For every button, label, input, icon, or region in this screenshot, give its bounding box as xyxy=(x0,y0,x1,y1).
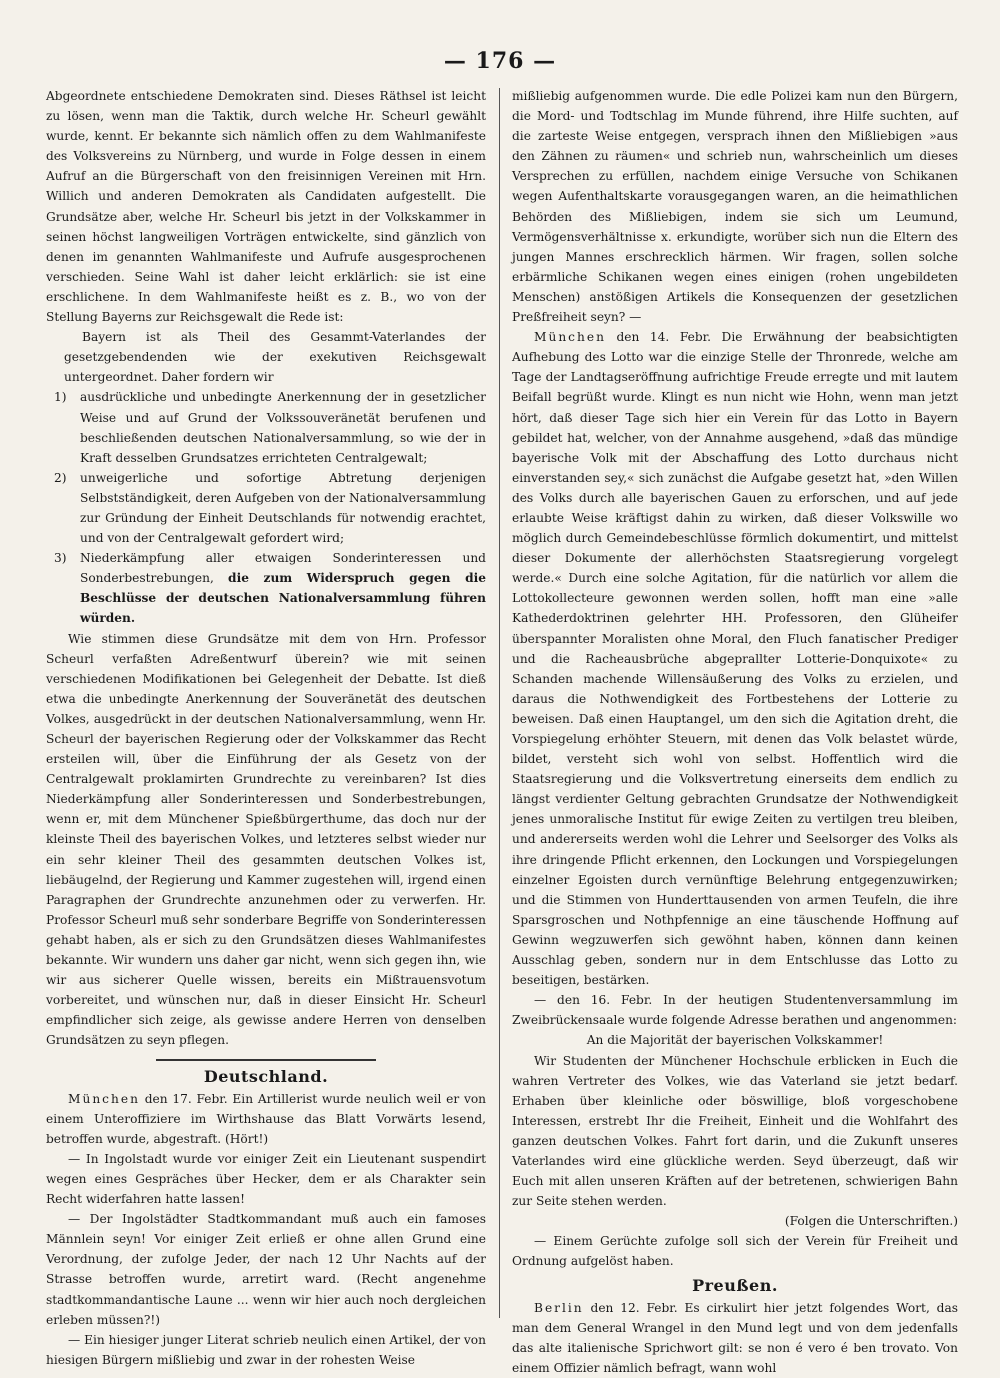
list-item-3 xyxy=(46,548,486,628)
left-paragraph-5: — Der Ingolstädter Stadtkommandant muß auch ein famoses Männlein seyn! Vor einiger Zeit erließ er ohne allen Grund eine Verordnung, der zufolge Jeder, der nach 12 Uhr Nachts auf der Strasse betroffen wurde, arretirt ward. (Recht angenehme stadtkommandantische Laune ... wenn wir hier auch noch dergleichen erleben müssen?!) xyxy=(46,1212,486,1327)
right-paragraph-6-text: den 12. Febr. Es cirkulirt hier jetzt folgendes Wort, das man dem General Wrangel in den Mund legt und von dem jedenfalls das alte italienische Sprichwort gilt: se non é vero é ben trovato. Von einem Offizier nämlich befragt, wann wohl xyxy=(512,1300,959,1375)
signatures-note: (Folgen die Unterschriften.) xyxy=(784,1214,958,1229)
right-column xyxy=(512,86,959,1375)
right-paragraph-3: — den 16. Febr. In der heutigen Studentenversammlung im Zweibrückensaale wurde folgende Adresse berathen und angenommen: xyxy=(512,993,958,1028)
column-rule xyxy=(499,88,500,1318)
list-text-1: ausdrückliche und unbedingte Anerkennung der in gesetzlicher Weise und auf Grund der Volkssouveränetät berufenen und beschließenden deutschen Nationalversammlung, so wie der in Kraft desselben Grundsatzes errichteten Centralgewalt; xyxy=(80,390,486,465)
list-item-2 xyxy=(46,468,486,548)
section-title-preussen: Preußen. xyxy=(692,1275,778,1295)
dateline-place-2: München xyxy=(534,330,606,345)
dateline-place-3: Berlin xyxy=(534,1300,584,1315)
right-paragraph-6 xyxy=(512,1298,958,1378)
left-paragraph-6: — Ein hiesiger junger Literat schrieb neulich einen Artikel, der von hiesigen Bürgern mißliebig und zwar in der rohesten Weise xyxy=(46,1332,486,1367)
list-text-3b-emphasis: die zum Widerspruch gegen die Beschlüsse der deutschen Nationalversammlung führen würden. xyxy=(80,571,487,626)
list-text-3a: Niederkämpfung aller etwaigen Sonderinteressen und Sonderbestrebungen, xyxy=(80,551,486,586)
list-text-3 xyxy=(80,548,486,628)
left-paragraph-3-text: den 17. Febr. Ein Artillerist wurde neulich weil er von einem Unteroffiziere im Wirthshause das Blatt Vorwärts lesend, betroffen wurde, abgestraft. (Hört!) xyxy=(46,1091,487,1146)
list-number-2: 2) xyxy=(54,470,67,485)
right-paragraph-1: mißliebig aufgenommen wurde. Die edle Polizei kam nun den Bürgern, die Mord- und Todtschlag im Munde führend, ihre Hilfe suchten, auf die zarteste Weise entgegen, versprach ihnen den Mißliebigen »aus den Zähnen zu räumen« und schrieb nun, wahrscheinlich um dieses Versprechen zu erfüllen, nachdem einige Versuche von Schikanen wegen Aufenthaltskarte vorausgegangen waren, an die heimathlichen Behörden des Mißliebigen, indem sie sich um Leumund, Vermögensverhältnisse x. erkundigte, worüber sich nun die Eltern des jungen Mannes erschrecklich härmen. Wir fragen, sollen solche erbärmliche Schikanen wegen eines einigen (rohen ungebildeten Menschen) anstößigen Artikels die Konsequenzen der gesetzlichen Preßfreiheit seyn? — xyxy=(512,89,958,325)
manifesto-quote: Bayern ist als Theil des Gesammt-Vaterlandes der gesetzgebendenden wie der exekutiven Reichsgewalt untergeordnet. Daher fordern wir xyxy=(64,330,486,385)
right-paragraph-5: — Einem Gerüchte zufolge soll sich der Verein für Freiheit und Ordnung aufgelöst haben. xyxy=(512,1234,958,1269)
page-number: — 176 — xyxy=(443,48,557,74)
list-text-2: unweigerliche und sofortige Abtretung derjenigen Selbstständigkeit, deren Aufgeben von der Nationalversammlung zur Gründung der Einheit Deutschlands für notwendig erachtet, und von der Centralgewalt gefordert wird; xyxy=(80,470,486,546)
left-paragraph-3 xyxy=(46,1089,486,1149)
section-title-deutschland: Deutschland. xyxy=(203,1066,329,1086)
list-item-1 xyxy=(46,387,486,467)
address-title: An die Majorität der bayerischen Volkskammer! xyxy=(586,1033,884,1048)
right-paragraph-2-text: den 14. Febr. Die Erwähnung der beabsichtigten Aufhebung des Lotto war die einzige Stelle der Thronrede, welche am Tage der Landtagseröffnung aufrichtige Freude erregte und mit lautem Beifall begrüßt wurde. Klingt es nun nicht wie Hohn, wenn man jetzt hört, daß dieser Tage sich hier ein Verein für das Lotto in Bayern gebildet hat, welcher, von der Annahme ausgehend, »daß das mündige bayerische Volk mit der Abschaffung des Lotto durchaus nicht einverstanden sey,« sich zunächst die Aufgabe gesetzt hat, »den Willen des Volks durch alle bayerischen Gauen zu erforschen, und auf jede erlaubte Weise kräftigst dahin zu wirken, daß dieser Volkswille wo möglich durch Gemeindebeschlüsse förmlich dokumentirt, und mittelst dieser Dokumente der allerhöchsten Staatsregierung vorgelegt werde.« Durch eine solche Agitation, für die natürlich vor allem die Lottokollecteure gewonnen werden sollen, hofft man eine »alle Kathederdoktrinen gelehrter HH. Professoren, den Glüheifer überspannter Moralisten ohne Moral, den Fluch fanatischer Prediger und die Racheausbrüche abgeprallter Lotterie-Donquixote« zu Schanden machende Willensäußerung des Volks zu erzielen, und daraus die Nothwendigkeit des Fortbestehens der Lotterie zu beweisen. Daß einen Hauptangel, um den sich die Agitation dreht, die Vorspiegelung erhöhter Steuern, mit denen das Volk belastet würde, bildet, versteht sich wohl von selbst. Hoffentlich wird die Staatsregierung und die Volksvertretung einerseits dem endlich zu längst verdienter Geltung gebrachten Grundsatze der Nothwendigkeit jenes unmoralische Institut für ewige Zeiten zu vertilgen treu bleiben, und andererseits werden wohl die Lehrer und Seelsorger des Volks als ihre dringende Pflicht erkennen, den Lockungen und Vorspiegelungen einzelner Egoisten durch vernünftige Belehrung entgegenzuwirken; und die Stimmen von Hunderttausenden von armen Teufeln, die ihre Sparsgroschen und Nothpfennige an eine täuschende Hoffnung auf Gewinn wegzuwerfen sich gewöhnt haben, können dann keinen Ausschlag geben, sondern nur in dem Entschlusse das Lotto zu beseitigen, bestärken. xyxy=(512,330,959,988)
right-paragraph-4: Wir Studenten der Münchener Hochschule erblicken in Euch die wahren Vertreter des Volkes, wie das Vaterland sie jetzt bedarf. Erhaben über kleinliche oder böswillige, bloß vorgeschobene Interessen, erstrebt Ihr die Freiheit, Einheit und die Wohlfahrt des ganzen deutschen Volkes. Fahrt fort darin, und die Zukunft unseres Vaterlandes wird eine glückliche werden. Seyd überzeugt, daß wir Euch mit allen unseren Kräften auf der betretenen, schwierigen Bahn zur Seite stehen werden. xyxy=(512,1053,958,1209)
list-number-1: 1) xyxy=(54,390,67,405)
left-paragraph-1: Abgeordnete entschiedene Demokraten sind. Dieses Räthsel ist leicht zu lösen, wenn man die Taktik, durch welche Hr. Scheurl gewählt wurde, kennt. Er bekannte sich nämlich offen zu dem Wahlmanifeste des Volksvereins zu Nürnberg, und wurde in Folge dessen in einem Aufruf an die Bürgerschaft von den freisinnigen Vereinen mit Hrn. Willich und anderen Demokraten als Candidaten aufgestellt. Die Grundsätze aber, welche Hr. Scheurl bis jetzt in der Volkskammer in seinen höchst langweiligen Vorträgen entwickelte, sind gänzlich von denen im genannten Wahlmanifeste und Aufrufe ausgesprochenen verschieden. Seine Wahl ist daher leicht erklärlich: sie ist eine erschlichene. In dem Wahlmanifeste heißt es z. B., wo von der Stellung Bayerns zur Reichsgewalt die Rede ist: xyxy=(46,89,486,325)
left-paragraph-4: — In Ingolstadt wurde vor einiger Zeit ein Lieutenant suspendirt wegen eines Gespräches über Hecker, dem er als Charakter sein Recht widerfahren hatte lassen! xyxy=(46,1151,486,1207)
left-paragraph-2: Wie stimmen diese Grundsätze mit dem von Hrn. Professor Scheurl verfaßten Adreßentwurf überein? wie mit seinen verschiedenen Modifikationen bei Gelegenheit der Debatte. Ist dieß etwa die unbedingte Anerkennung der Souveränetät des deutschen Volkes, ausgedrückt in der deutschen Nationalversammlung, wenn Hr. Scheurl der bayerischen Regierung oder der Volkskammer das Recht ersteilen will, über die Einführung der als Gesetz von der Centralgewalt proklamirten Grundrechte zu vereinbaren? Ist dies Niederkämpfung aller Sonderinteressen und Sonderbestrebungen, wenn er, mit dem Münchener Spießbürgerthume, das doch nur der kleinste Theil des bayerischen Volkes, und letzteres selbst wieder nur ein sehr kleiner Theil des gesammten deutschen Volkes ist, liebäugelnd, der Regierung und Kammer zugestehen will, irgend einen Paragraphen der Grundrechte anzunehmen oder zu verwerfen. Hr. Professor Scheurl muß sehr sonderbare Begriffe von Sonderinteressen gehabt haben, als er sich zu den Grundsätzen dieses Wahlmanifestes bekannte. Wir wundern uns daher gar nicht, wenn sich gegen ihn, wie wir aus sicherer Quelle wissen, bereits ein Mißtrauensvotum vorbereitet, und wünschen nur, daß in dieser Einsicht Hr. Scheurl empfindlicher sich zeige, als gewisse andere Herren von denselben Grundsätzen zu seyn pflegen. xyxy=(46,631,486,1048)
left-column xyxy=(46,86,487,1367)
section-divider xyxy=(156,1059,376,1061)
right-paragraph-2 xyxy=(512,327,958,990)
list-number-3: 3) xyxy=(54,551,67,566)
dateline-place: München xyxy=(68,1091,140,1106)
